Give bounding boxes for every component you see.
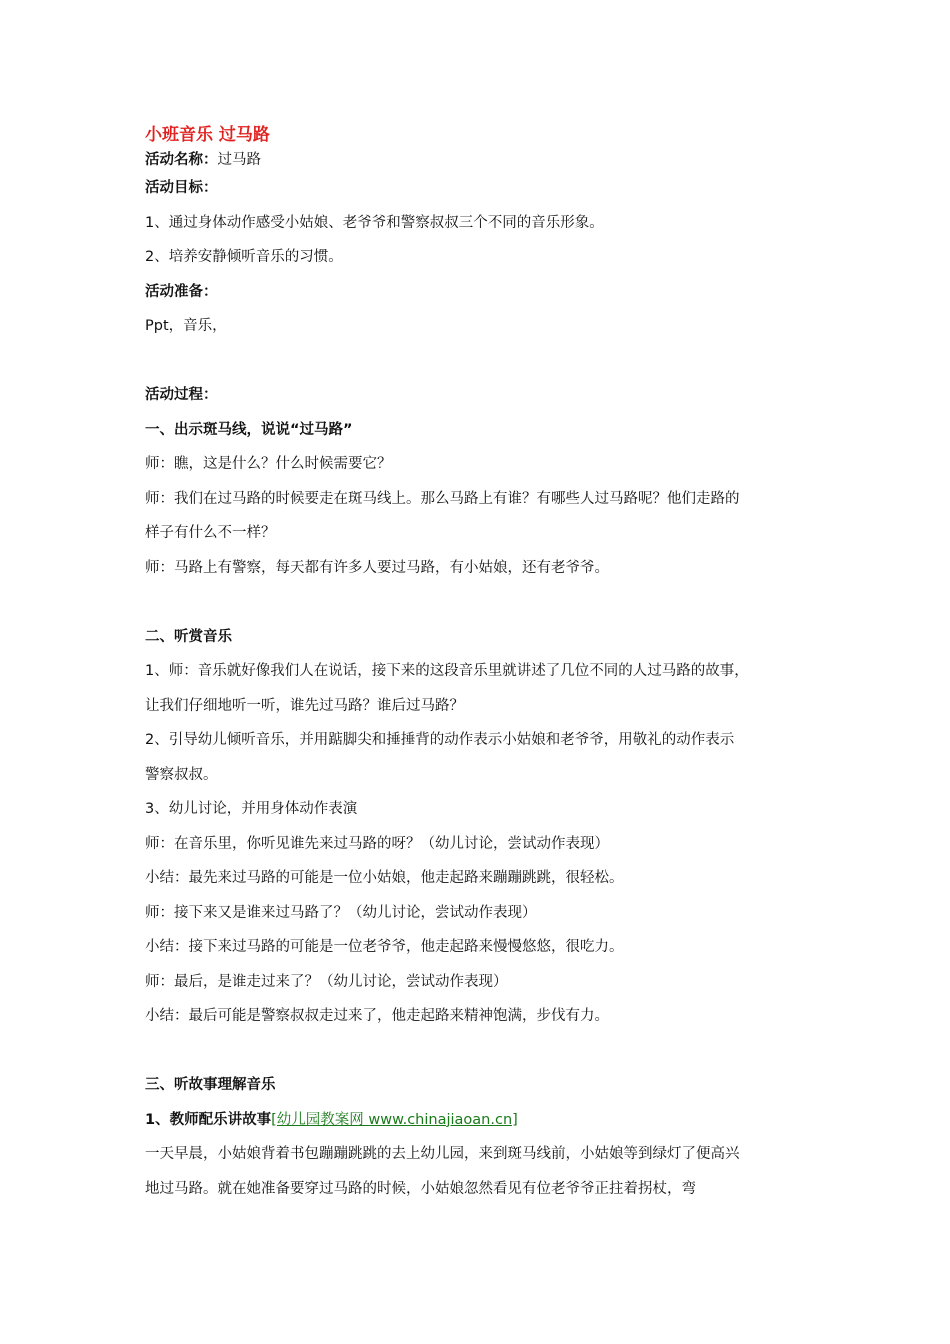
activity-name-value: 过马路	[217, 152, 261, 168]
process-heading: 活动过程：	[145, 387, 218, 403]
section2-line: 师：在音乐里，你听见谁先来过马路的呀？（幼儿讨论，尝试动作表现）	[145, 835, 609, 852]
preparation-text: Ppt，音乐，	[145, 318, 227, 334]
section3-subheading	[145, 1103, 810, 1138]
goal-item-1: 1、通过身体动作感受小姑娘、老爷爷和警察叔叔三个不同的音乐形象。	[145, 214, 604, 231]
blank-line	[145, 585, 810, 620]
preparation-heading: 活动准备：	[145, 283, 218, 300]
section1-line: 师：我们在过马路的时候要走在斑马线上。那么马路上有谁？有哪些人过马路呢？他们走路的	[145, 490, 740, 507]
section3-subheading-text: 1、教师配乐讲故事	[145, 1111, 272, 1128]
goals-heading: 活动目标：	[145, 180, 218, 196]
section2-line: 让我们仔细地听一听，谁先过马路？谁后过马路？	[145, 697, 464, 714]
section2-line: 3、幼儿讨论，并用身体动作表演	[145, 801, 358, 817]
section1-line: 样子有什么不一样？	[145, 525, 276, 541]
section1-line: 师：瞧，这是什么？什么时候需要它？	[145, 456, 392, 472]
blank-line	[145, 1034, 810, 1069]
document-page	[145, 123, 810, 1206]
section2-line: 2、引导幼儿倾听音乐，并用踮脚尖和捶捶背的动作表示小姑娘和老爷爷，用敬礼的动作表示	[145, 732, 735, 748]
activity-name-label: 活动名称：	[145, 152, 218, 168]
section2-line: 小结：最后可能是警察叔叔走过来了，他走起路来精神饱满，步伐有力。	[145, 1008, 609, 1024]
section2-line: 师：接下来又是谁来过马路了？（幼儿讨论，尝试动作表现）	[145, 904, 537, 921]
section2-line: 小结：接下来过马路的可能是一位老爷爷，他走起路来慢慢悠悠，很吃力。	[145, 939, 624, 955]
section3-line: 一天早晨，小姑娘背着书包蹦蹦跳跳的去上幼儿园，来到斑马线前，小姑娘等到绿灯了便高兴	[145, 1146, 740, 1162]
section2-line: 师：最后，是谁走过来了？（幼儿讨论，尝试动作表现）	[145, 973, 508, 990]
section2-line: 1、师：音乐就好像我们人在说话，接下来的这段音乐里就讲述了几位不同的人过马路的故事，	[145, 663, 749, 679]
section2-line: 警察叔叔。	[145, 766, 218, 783]
blank-line	[145, 344, 810, 379]
section1-line: 师：马路上有警察，每天都有许多人要过马路，有小姑娘，还有老爷爷。	[145, 559, 609, 576]
section3-line: 地过马路。就在她准备要穿过马路的时候，小姑娘忽然看见有位老爷爷正拄着拐杖，弯	[145, 1180, 696, 1197]
section2-line: 小结：最先来过马路的可能是一位小姑娘，他走起路来蹦蹦跳跳，很轻松。	[145, 870, 624, 886]
section2-heading: 二、听赏音乐	[145, 628, 232, 645]
goal-item-2: 2、培养安静倾听音乐的习惯。	[145, 249, 343, 265]
document-title: 小班音乐 过马路	[145, 125, 270, 145]
section3-heading: 三、听故事理解音乐	[145, 1077, 276, 1093]
section1-heading: 一、出示斑马线，说说“过马路”	[145, 421, 353, 438]
chinajiaoan-link[interactable]: [幼儿园教案网 www.chinajiaoan.cn]	[271, 1111, 518, 1128]
activity-name	[145, 149, 810, 171]
